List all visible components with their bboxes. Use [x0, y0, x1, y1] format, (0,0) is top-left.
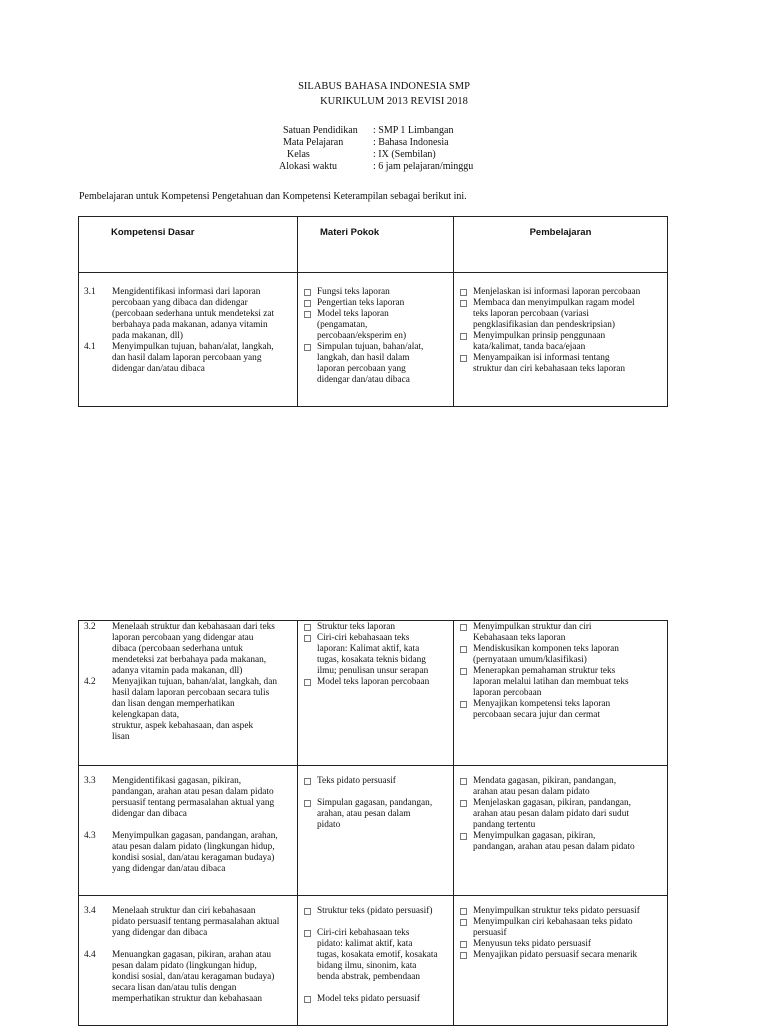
checkbox-bullet-icon: [460, 333, 467, 340]
kompetensi-text: [112, 287, 297, 342]
checkbox-bullet-icon: [460, 908, 467, 915]
text-line: dan lisan dengan memperhatikan: [112, 699, 235, 709]
text-line: kondisi sosial, dan/atau keragaman budaya): [112, 972, 275, 982]
header-cell: [454, 217, 668, 273]
materi-item: [304, 906, 451, 917]
kompetensi-text: [112, 906, 297, 939]
text-line: arahan atau pesan dalam pidato dari sudut: [473, 809, 629, 819]
text-line: Mendata gagasan, pikiran, pandangan,: [473, 776, 617, 786]
text-line: Teks pidato persuasif: [317, 776, 396, 786]
checkbox-bullet-icon: [460, 355, 467, 362]
text-line: tugas, kosakata emotif, kosakata: [317, 950, 438, 960]
header-cell: [298, 217, 454, 273]
text-line: pandang tertentu: [473, 820, 536, 830]
text-line: Mengidentifikasi informasi dari laporan: [112, 287, 261, 297]
kompetensi-item: [79, 831, 297, 875]
checkbox-bullet-icon: [304, 344, 311, 351]
item-text: [317, 906, 451, 917]
item-text: [317, 342, 451, 386]
meta-value: : 6 jam pelajaran/minggu: [373, 161, 474, 172]
text-line: didengar dan dibaca: [112, 809, 187, 819]
item-text: [317, 776, 451, 787]
text-line: laporan percobaan yang: [317, 364, 406, 374]
text-line: Menjelaskan gagasan, pikiran, pandangan,: [473, 798, 631, 808]
text-line: dibaca (percobaan sederhana untuk: [112, 644, 243, 654]
text-line: atau pesan dalam pidato (lingkungan hidup,: [112, 842, 275, 852]
kompetensi-item: [79, 342, 297, 375]
materi-item: [304, 342, 451, 386]
text-line: Model teks laporan percobaan: [317, 677, 430, 687]
text-line: Menyajikan tujuan, bahan/alat, langkah, dan: [112, 677, 277, 687]
meta-value: : IX (Sembilan): [373, 149, 436, 160]
materi-item: [304, 309, 451, 342]
text-line: Menelaah struktur dan kebahasaan dari teks: [112, 622, 275, 632]
kompetensi-item: [79, 287, 297, 342]
text-line: langkah, dan hasil dalam: [317, 353, 410, 363]
meta-row: [283, 149, 473, 161]
text-line: persuasif tentang permasalahan aktual yang: [112, 798, 275, 808]
pembelajaran-item: [460, 622, 665, 644]
item-text: [473, 939, 665, 950]
item-text: [317, 298, 451, 309]
text-line: Model teks pidato persuasif: [317, 994, 421, 1004]
kompetensi-number: 3.3: [84, 776, 96, 786]
text-line: Struktur teks laporan: [317, 622, 395, 632]
table-header-row: [79, 217, 668, 273]
item-text: [473, 298, 665, 331]
table-row: [79, 273, 668, 407]
text-line: ilmu; penulisan unsur serapan: [317, 666, 429, 676]
text-line: laporan melalui latihan dan membuat teks: [473, 677, 629, 687]
pembelajaran-cell: [454, 896, 668, 1026]
meta-label: Kelas: [287, 149, 310, 160]
pembelajaran-item: [460, 298, 665, 331]
text-line: Menyimpulkan gagasan, pikiran,: [473, 831, 596, 841]
text-line: pidato: kalimat aktif, kata: [317, 939, 413, 949]
text-line: Menyimpulkan struktur dan ciri: [473, 622, 592, 632]
text-line: Menyajikan kompetensi teks laporan: [473, 699, 611, 709]
item-text: [473, 798, 665, 831]
text-line: didengar dan/atau dibaca: [317, 375, 410, 385]
materi-item: [304, 287, 451, 298]
table-row: [79, 621, 668, 766]
checkbox-bullet-icon: [460, 624, 467, 631]
text-line: percobaan/eksperim en): [317, 331, 407, 341]
table-row: [79, 766, 668, 896]
checkbox-bullet-icon: [304, 624, 311, 631]
checkbox-bullet-icon: [460, 952, 467, 959]
header-cell: [79, 217, 298, 273]
kompetensi-text: [112, 776, 297, 820]
text-line: pandangan, arahan atau pesan dalam pidato: [473, 842, 635, 852]
item-text: [317, 994, 451, 1005]
text-line: (pengamatan,: [317, 320, 368, 330]
meta-label: Mata Pelajaran: [283, 137, 344, 148]
materi-item: [304, 622, 451, 633]
text-line: Struktur teks (pidato persuasif): [317, 906, 433, 916]
checkbox-bullet-icon: [460, 800, 467, 807]
item-text: [473, 917, 665, 939]
syllabus-table-page1: [78, 216, 668, 407]
pembelajaran-item: [460, 331, 665, 353]
checkbox-bullet-icon: [304, 908, 311, 915]
item-text: [317, 677, 451, 688]
text-line: Model teks laporan: [317, 309, 389, 319]
text-line: adanya vitamin pada makanan, dll): [112, 666, 243, 676]
text-line: struktur dan ciri kebahasaan teks laporan: [473, 364, 626, 374]
text-line: Menyimpulkan struktur teks pidato persuasif: [473, 906, 640, 916]
text-line: laporan percobaan: [473, 688, 542, 698]
checkbox-bullet-icon: [304, 679, 311, 686]
kompetensi-number: 3.4: [84, 906, 96, 916]
item-text: [473, 950, 665, 961]
meta-row: [283, 125, 473, 137]
item-text: [473, 831, 665, 853]
pembelajaran-cell: [454, 621, 668, 766]
kompetensi-number: 3.1: [84, 287, 96, 297]
text-line: struktur, aspek kebahasaan, dan aspek: [112, 721, 254, 731]
checkbox-bullet-icon: [304, 800, 311, 807]
text-line: kondisi sosial, dan/atau keragaman budaya): [112, 853, 275, 863]
checkbox-bullet-icon: [460, 668, 467, 675]
pembelajaran-cell: [454, 766, 668, 896]
kompetensi-number: 4.3: [84, 831, 96, 841]
text-line: Ciri-ciri kebahasaan teks: [317, 928, 410, 938]
text-line: pesan dalam pidato (lingkungan hidup,: [112, 961, 257, 971]
item-text: [473, 287, 665, 298]
checkbox-bullet-icon: [460, 833, 467, 840]
text-line: Menerapkan pemahaman struktur teks: [473, 666, 616, 676]
text-line: Menyimpulkan prinsip penggunaan: [473, 331, 606, 341]
kompetensi-item: [79, 950, 297, 1005]
text-line: Menyusun teks pidato persuasif: [473, 939, 591, 949]
materi-item: [304, 798, 451, 831]
document-title: SILABUS BAHASA INDONESIA SMP: [298, 81, 470, 92]
kompetensi-text: [112, 677, 297, 743]
kompetensi-text: [112, 342, 297, 375]
text-line: tugas, kosakata teknis bidang: [317, 655, 426, 665]
checkbox-bullet-icon: [460, 941, 467, 948]
text-line: hasil dalam laporan percobaan secara tulis: [112, 688, 270, 698]
pembelajaran-item: [460, 906, 665, 917]
kompetensi-number: 3.2: [84, 622, 96, 632]
pembelajaran-item: [460, 831, 665, 853]
kompetensi-item: [79, 677, 297, 743]
text-line: Menyajikan pidato persuasif secara menarik: [473, 950, 638, 960]
pembelajaran-item: [460, 950, 665, 961]
checkbox-bullet-icon: [304, 996, 311, 1003]
header-pembelajaran: Pembelajaran: [529, 227, 592, 238]
pembelajaran-cell: [454, 273, 668, 407]
text-line: percobaan yang dibaca dan didengar: [112, 298, 248, 308]
kompetensi-item: [79, 776, 297, 820]
pembelajaran-item: [460, 776, 665, 798]
pembelajaran-item: [460, 699, 665, 721]
item-text: [473, 622, 665, 644]
materi-item: [304, 994, 451, 1005]
kompetensi-number: 4.2: [84, 677, 96, 687]
meta-value: : Bahasa Indonesia: [373, 137, 449, 148]
text-line: arahan, atau pesan dalam: [317, 809, 411, 819]
kompetensi-item: [79, 622, 297, 677]
checkbox-bullet-icon: [460, 300, 467, 307]
checkbox-bullet-icon: [460, 289, 467, 296]
kd-cell: [79, 273, 298, 407]
checkbox-bullet-icon: [304, 778, 311, 785]
pembelajaran-item: [460, 353, 665, 375]
text-line: didengar dan/atau dibaca: [112, 364, 205, 374]
checkbox-bullet-icon: [460, 778, 467, 785]
checkbox-bullet-icon: [304, 930, 311, 937]
item-text: [473, 353, 665, 375]
materi-item: [304, 776, 451, 787]
materi-cell: [298, 621, 454, 766]
text-line: laporan: Kalimat aktif, kata: [317, 644, 420, 654]
text-line: pandangan, arahan atau pesan dalam pidato: [112, 787, 274, 797]
pembelajaran-item: [460, 287, 665, 298]
kompetensi-text: [112, 831, 297, 875]
checkbox-bullet-icon: [460, 646, 467, 653]
checkbox-bullet-icon: [304, 635, 311, 642]
syllabus-table-page2: [78, 620, 668, 1026]
checkbox-bullet-icon: [304, 300, 311, 307]
item-text: [473, 644, 665, 666]
header-materi-pokok: Materi Pokok: [320, 227, 380, 238]
meta-row: [279, 161, 474, 173]
text-line: arahan atau pesan dalam pidato: [473, 787, 590, 797]
meta-row: [283, 137, 473, 149]
text-line: Membaca dan menyimpulkan ragam model: [473, 298, 635, 308]
text-line: Pengertian teks laporan: [317, 298, 405, 308]
kd-cell: [79, 896, 298, 1026]
text-line: persuasif: [473, 928, 507, 938]
item-text: [473, 331, 665, 353]
pembelajaran-item: [460, 644, 665, 666]
text-line: Menyampaikan isi informasi tentang: [473, 353, 610, 363]
kompetensi-number: 4.1: [84, 342, 96, 352]
pembelajaran-item: [460, 939, 665, 950]
kompetensi-text: [112, 622, 297, 677]
text-line: Simpulan gagasan, pandangan,: [317, 798, 433, 808]
text-line: (percobaan sederhana untuk mendeteksi zat: [112, 309, 275, 319]
text-line: memperhatikan struktur dan kebahasaan: [112, 994, 262, 1004]
text-line: Kebahasaan teks laporan: [473, 633, 566, 643]
text-line: percobaan secara jujur dan cermat: [473, 710, 600, 720]
text-line: lisan: [112, 732, 130, 742]
text-line: pada makanan, dll): [112, 331, 183, 341]
pembelajaran-item: [460, 666, 665, 699]
text-line: pidato: [317, 820, 341, 830]
text-line: (pernyataan umum/klasifikasi): [473, 655, 587, 665]
table-row: [79, 896, 668, 1026]
item-text: [473, 699, 665, 721]
text-line: Mendiskusikan komponen teks laporan: [473, 644, 619, 654]
item-text: [317, 309, 451, 342]
item-text: [473, 776, 665, 798]
text-line: berbahaya pada makanan, adanya vitamin: [112, 320, 268, 330]
materi-cell: [298, 896, 454, 1026]
item-text: [317, 287, 451, 298]
item-text: [317, 633, 451, 677]
document-subtitle: KURIKULUM 2013 REVISI 2018: [320, 96, 468, 107]
pembelajaran-item: [460, 917, 665, 939]
meta-value: : SMP 1 Limbangan: [373, 125, 454, 136]
item-text: [317, 928, 451, 983]
header-kompetensi-dasar: Kompetensi Dasar: [111, 227, 195, 238]
materi-item: [304, 633, 451, 677]
text-line: dan hasil dalam laporan percobaan yang: [112, 353, 262, 363]
checkbox-bullet-icon: [304, 289, 311, 296]
intro-paragraph: Pembelajaran untuk Kompetensi Pengetahuan dan Kompetensi Keterampilan sebagai berikut ini.: [79, 191, 467, 202]
text-line: pidato persuasif tentang permasalahan aktual: [112, 917, 280, 927]
text-line: yang didengar dan dibaca: [112, 928, 208, 938]
text-line: kelengkapan data,: [112, 710, 180, 720]
text-line: Menyimpulkan gagasan, pandangan, arahan,: [112, 831, 278, 841]
item-text: [473, 906, 665, 917]
meta-block: [279, 125, 474, 173]
checkbox-bullet-icon: [460, 919, 467, 926]
meta-label: Alokasi waktu: [279, 161, 338, 172]
kd-cell: [79, 621, 298, 766]
pembelajaran-item: [460, 798, 665, 831]
text-line: Ciri-ciri kebahasaan teks: [317, 633, 410, 643]
text-line: mendeteksi zat berbahaya pada makanan,: [112, 655, 267, 665]
text-line: kata/kalimat, tanda baca/ejaan: [473, 342, 586, 352]
text-line: Mengidentifikasi gagasan, pikiran,: [112, 776, 242, 786]
text-line: Menuangkan gagasan, pikiran, arahan atau: [112, 950, 272, 960]
text-line: secara lisan dan/atau tulis dengan: [112, 983, 237, 993]
checkbox-bullet-icon: [304, 311, 311, 318]
item-text: [317, 622, 451, 633]
text-line: laporan percobaan yang didengar atau: [112, 633, 254, 643]
text-line: benda abstrak, pembendaan: [317, 972, 420, 982]
text-line: Simpulan tujuan, bahan/alat,: [317, 342, 424, 352]
text-line: Menyimpulkan ciri kebahasaan teks pidato: [473, 917, 633, 927]
text-line: Fungsi teks laporan: [317, 287, 390, 297]
kompetensi-text: [112, 950, 297, 1005]
materi-cell: [298, 766, 454, 896]
materi-cell: [298, 273, 454, 407]
materi-item: [304, 298, 451, 309]
text-line: teks laporan percobaan (variasi: [473, 309, 589, 319]
kompetensi-item: [79, 906, 297, 939]
text-line: yang didengar dan/atau dibaca: [112, 864, 226, 874]
text-line: pengklasifikasian dan pendeskripsian): [473, 320, 615, 330]
kompetensi-number: 4.4: [84, 950, 96, 960]
text-line: bidang ilmu, sinonim, kata: [317, 961, 417, 971]
text-line: Menyimpulkan tujuan, bahan/alat, langkah,: [112, 342, 274, 352]
item-text: [473, 666, 665, 699]
materi-item: [304, 677, 451, 688]
item-text: [317, 798, 451, 831]
materi-item: [304, 928, 451, 983]
meta-label: Satuan Pendidikan: [283, 125, 358, 136]
text-line: Menelaah struktur dan ciri kebahasaan: [112, 906, 256, 916]
kd-cell: [79, 766, 298, 896]
checkbox-bullet-icon: [460, 701, 467, 708]
text-line: Menjelaskan isi informasi laporan percobaan: [473, 287, 641, 297]
